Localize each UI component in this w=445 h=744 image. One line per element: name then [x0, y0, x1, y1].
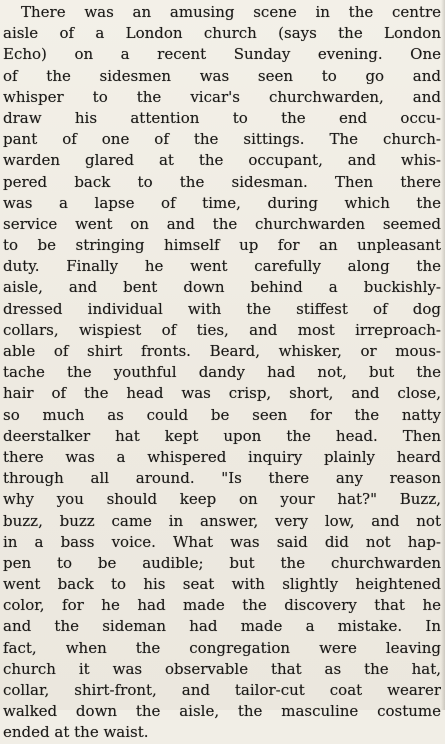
text-line: dressed individual with the stiffest of dog — [3, 299, 441, 318]
text-line: deerstalker hat kept upon the head. Then — [3, 426, 441, 445]
text-line: was a lapse of time, during which the — [3, 193, 441, 212]
text-line: whisper to the vicar's churchwarden, and — [3, 87, 441, 106]
text-line: through all around. "Is there any reason — [3, 469, 441, 488]
text-line: pered back to the sidesman. Then there — [3, 172, 441, 191]
text-line: collar, shirt-front, and tailor-cut coat wearer — [3, 681, 441, 699]
text-line: and the sideman had made a mistake. In — [3, 617, 441, 636]
text-line: warden glared at the occupant, and whis- — [3, 151, 441, 170]
text-line: collars, wispiest of ties, and most irreproach- — [3, 320, 441, 339]
text-line: to be stringing himself up for an unpleasant — [3, 236, 441, 255]
text-line: fact, when the congregation were leaving — [3, 638, 441, 657]
text-line: buzz, buzz came in answer, very low, and not — [3, 511, 441, 530]
text-line: why you should keep on your hat?" Buzz, — [3, 490, 441, 509]
text-line: Echo) on a recent Sunday evening. One — [3, 45, 441, 64]
text-line: so much as could be seen for the natty — [3, 405, 441, 424]
text-line: went back to his seat with slightly heightened — [3, 575, 441, 594]
text-line: walked down the aisle, the masculine costume — [3, 702, 441, 721]
text-line: color, for he had made the discovery that he — [3, 596, 441, 615]
article-text — [3, 2, 441, 744]
text-line: church it was observable that as the hat, — [3, 659, 441, 678]
text-line: of the sidesmen was seen to go and — [3, 66, 441, 85]
text-line: draw his attention to the end occu- — [3, 108, 441, 127]
text-line: in a bass voice. What was said did not hap- — [3, 532, 441, 551]
text-line: There was an amusing scene in the centre — [21, 3, 441, 21]
text-line: able of shirt fronts. Beard, whisker, or mous- — [3, 342, 441, 360]
text-line: there was a whispered inquiry plainly heard — [3, 447, 441, 466]
text-line: ended at the waist. — [3, 723, 149, 742]
text-line: hair of the head was crisp, short, and close, — [3, 384, 441, 403]
text-line: aisle of a London church (says the London — [3, 24, 441, 43]
text-line: tache the youthful dandy had not, but the — [3, 363, 441, 382]
page-edge-shadow — [441, 0, 445, 710]
text-line: aisle, and bent down behind a buckishly- — [3, 278, 441, 297]
text-line: pen to be audible; but the churchwarden — [3, 553, 441, 572]
text-line: duty. Finally he went carefully along the — [3, 257, 441, 276]
text-line: pant of one of the sittings. The church- — [3, 130, 441, 149]
text-line: service went on and the churchwarden seemed — [3, 214, 441, 233]
